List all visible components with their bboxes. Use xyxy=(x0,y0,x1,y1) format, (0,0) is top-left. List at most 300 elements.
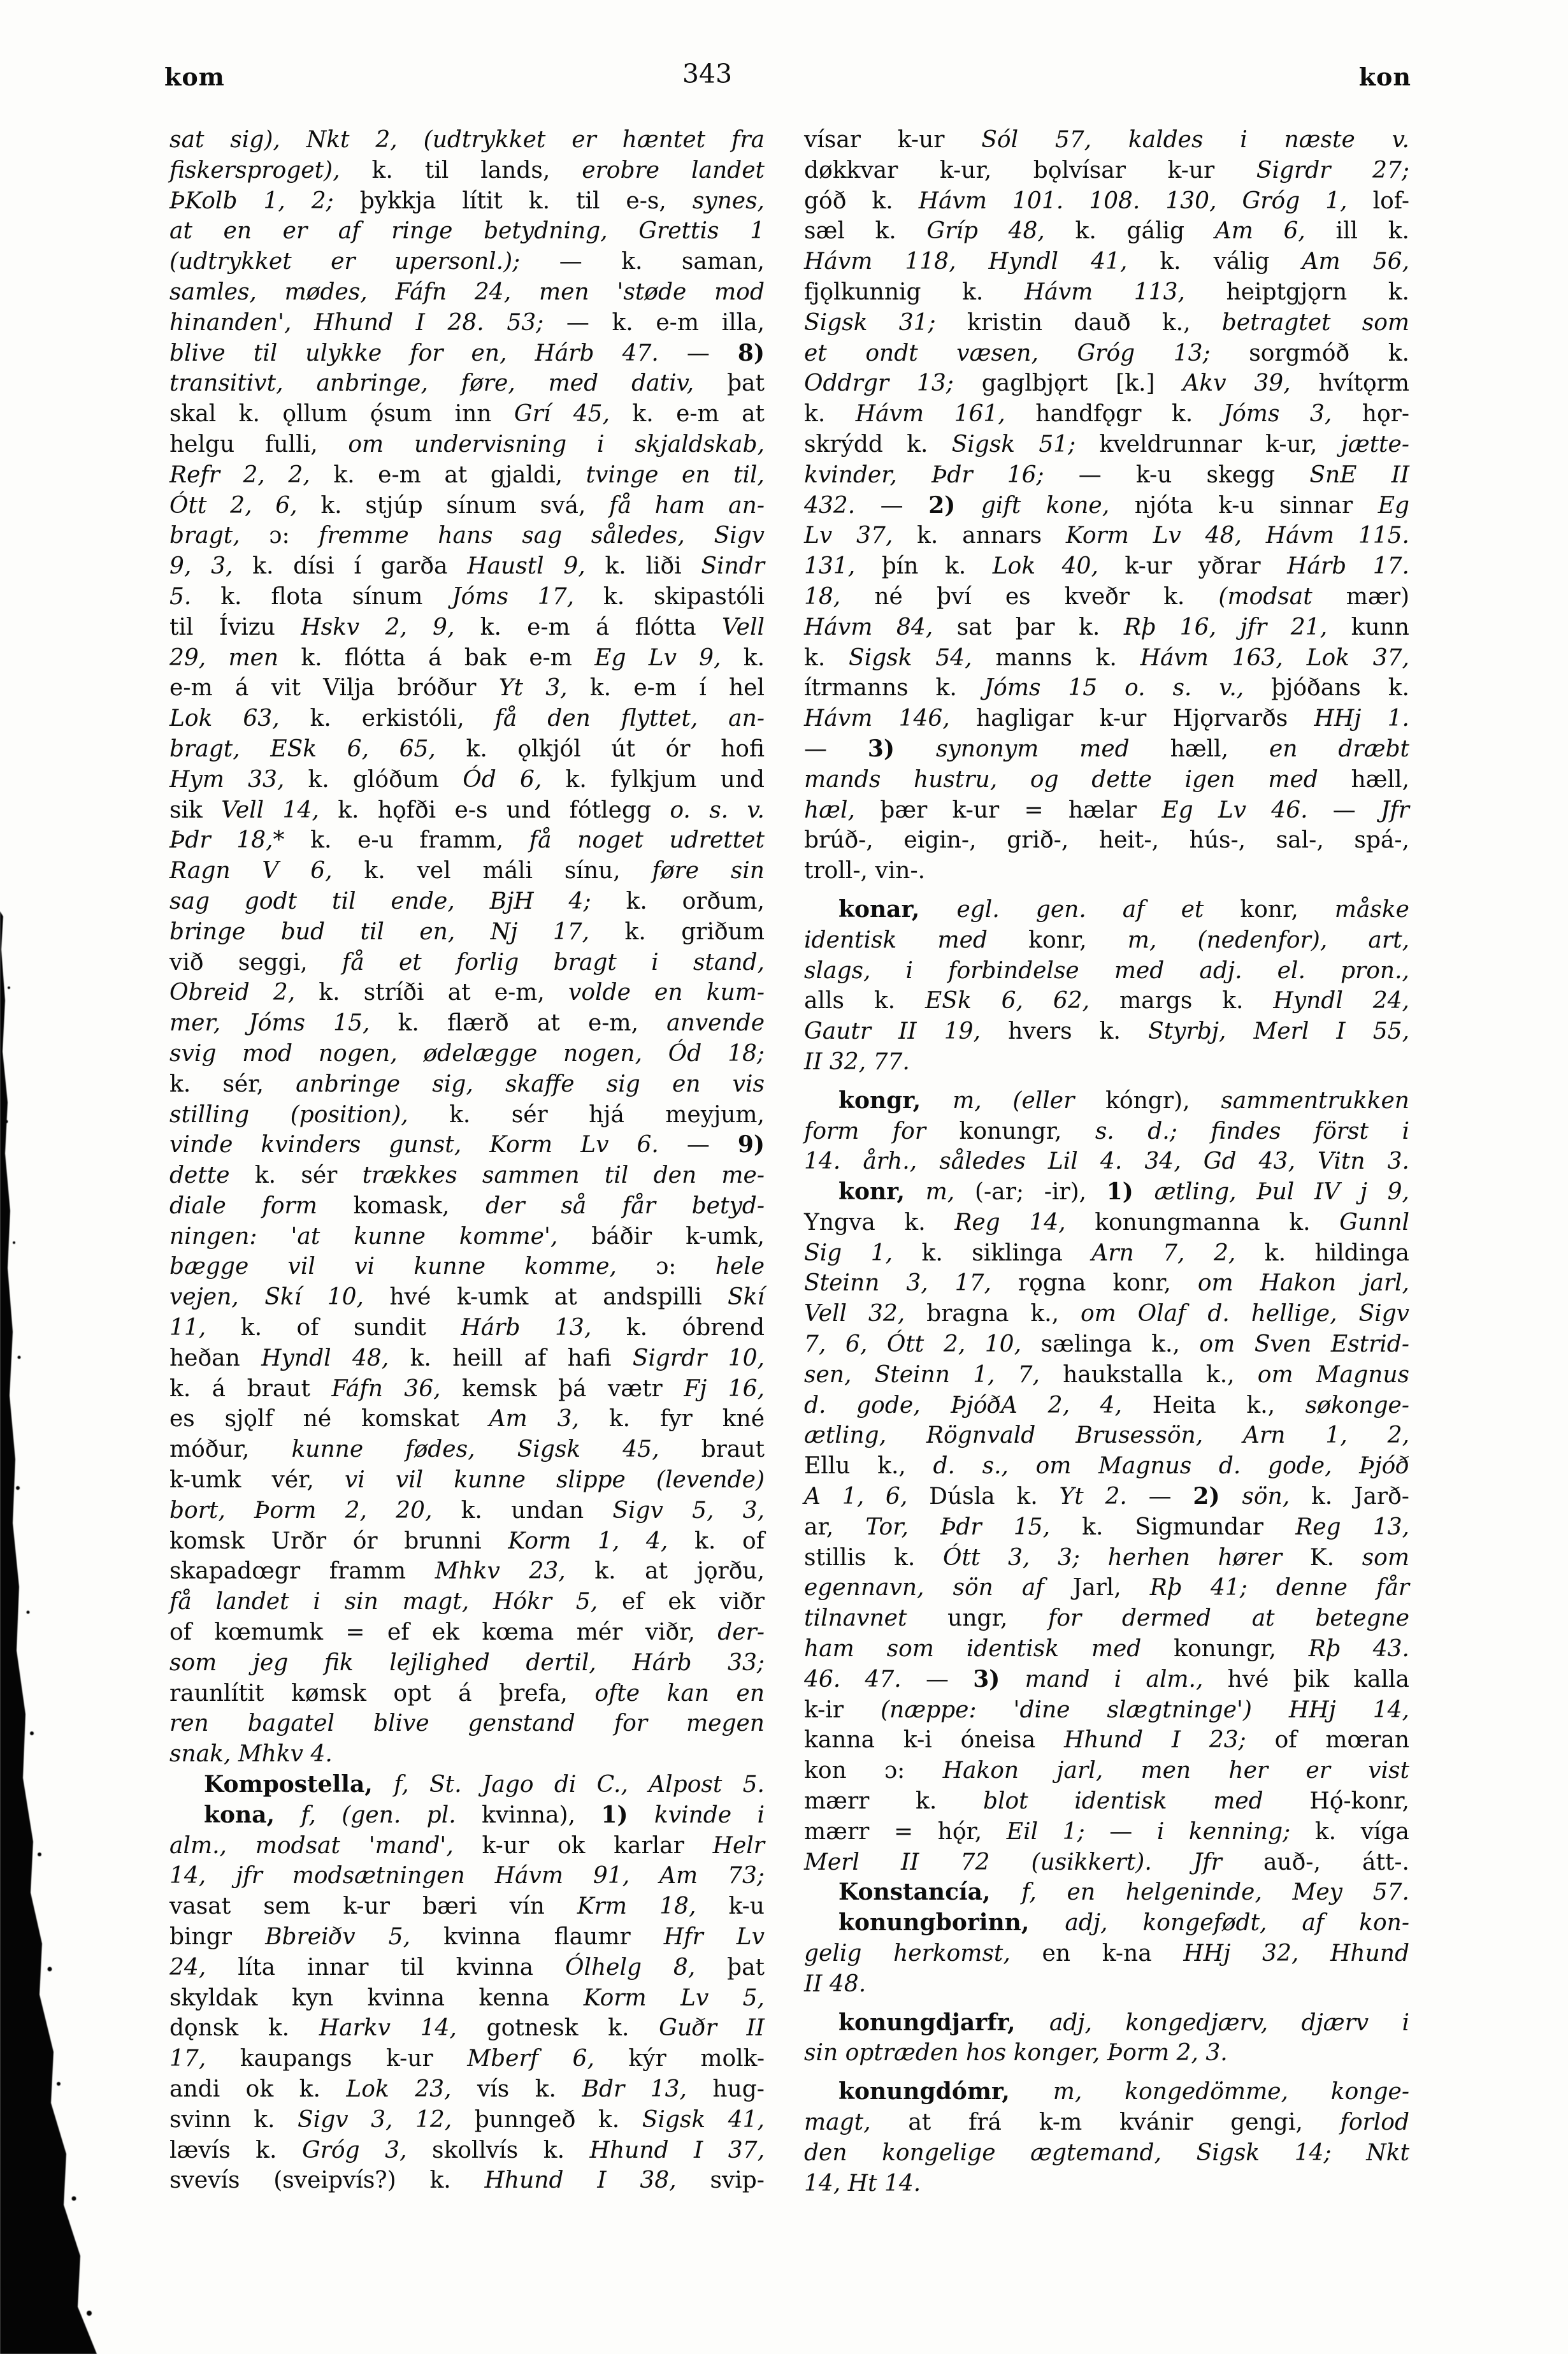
text-run: måske xyxy=(1334,896,1409,923)
text-run: kvinder, Þdr 16; xyxy=(804,461,1079,488)
text-run: 5. xyxy=(169,583,221,610)
text-run: egl. gen. af et xyxy=(956,896,1241,923)
text-line xyxy=(169,1404,765,1434)
text-run: k. sér hjá meyjum, xyxy=(449,1101,765,1128)
text-line xyxy=(804,1177,1409,1208)
text-run: Fj 16, xyxy=(684,1375,765,1402)
text-line xyxy=(804,734,1409,765)
text-line xyxy=(169,1252,765,1282)
text-run: ef ek viðr xyxy=(621,1589,765,1615)
text-run: kongr, xyxy=(838,1087,953,1114)
text-run: form for xyxy=(804,1118,960,1145)
text-run: svip- xyxy=(710,2167,765,2194)
text-run: Dúsla k. xyxy=(929,1484,1060,1510)
text-line xyxy=(804,1725,1409,1756)
text-run: sorgmóð k. xyxy=(1249,340,1409,366)
text-line xyxy=(169,2013,765,2044)
text-run: bægge vil vi kunne komme, xyxy=(169,1253,656,1280)
text-run: k. sér, xyxy=(169,1071,296,1097)
text-run: en dræbt xyxy=(1269,735,1409,762)
text-run: gelig herkomst, xyxy=(804,1940,1042,1967)
running-head-right: kon xyxy=(1358,62,1411,91)
text-run: erobre landet xyxy=(582,157,765,184)
text-line xyxy=(169,1739,765,1770)
text-run: es sjǫlf né komskat xyxy=(169,1406,489,1433)
text-run: 8) xyxy=(737,339,765,366)
text-run: synonym med xyxy=(935,735,1170,762)
text-run: svinn k. xyxy=(169,2106,298,2133)
text-run: hug- xyxy=(712,2076,765,2102)
text-run: (udtrykket er upersonl.); xyxy=(169,249,559,275)
text-line xyxy=(804,1786,1409,1817)
text-run: raunlítit kømsk opt á þrefa, xyxy=(169,1680,595,1707)
text-run: Hskv 2, 9, xyxy=(301,614,480,640)
text-run: Sigsk 51; xyxy=(951,431,1100,458)
text-line xyxy=(169,825,765,856)
text-run: Eg Lv 9, xyxy=(594,644,744,671)
text-line xyxy=(169,1983,765,2014)
text-run: þat xyxy=(727,1954,765,1981)
text-run: mands hustru, og dette igen med xyxy=(804,766,1351,793)
text-run: Mhkv 23, xyxy=(435,1558,595,1585)
text-line xyxy=(169,856,765,886)
text-run: Hárb 13, xyxy=(461,1315,626,1341)
text-run: Obreid 2, xyxy=(169,979,319,1006)
text-run: k. víga xyxy=(1314,1818,1410,1845)
text-run: kveldrunnar k-ur, xyxy=(1099,431,1341,458)
text-run: kristin dauð k., xyxy=(967,309,1222,336)
text-line xyxy=(169,1861,765,1891)
text-run: føre sin xyxy=(652,858,765,885)
text-run: forlod xyxy=(1340,2109,1410,2135)
text-line xyxy=(804,1208,1409,1238)
text-run: Refr 2, 2, xyxy=(169,461,334,488)
text-run: transitivt, anbringe, føre, med dativ, xyxy=(169,370,728,397)
text-run: bragt, xyxy=(169,523,270,549)
text-line xyxy=(169,1465,765,1496)
text-run: om Olaf d. hellige, Sigv xyxy=(1080,1301,1409,1327)
text-run: mærr = hǫ́r, xyxy=(804,1818,1007,1845)
text-run: ætling, Þul IV j 9, xyxy=(1154,1179,1409,1206)
text-line xyxy=(804,1146,1409,1177)
text-line xyxy=(169,1160,765,1191)
text-run: — k-u skegg xyxy=(1078,461,1310,488)
text-run: ham som identisk med xyxy=(804,1636,1174,1663)
text-run: þykkja lítit k. til e-s, xyxy=(359,187,693,214)
text-line xyxy=(804,1451,1409,1482)
text-run: góð k. xyxy=(804,187,919,214)
text-run: mer, Jóms 15, xyxy=(169,1010,398,1037)
text-line xyxy=(169,795,765,826)
text-run: få ham an- xyxy=(609,492,765,519)
text-run: få noget udrettet xyxy=(529,827,765,854)
text-run: mær) xyxy=(1346,583,1410,610)
text-run: (modsat xyxy=(1218,583,1346,610)
text-run: lævís k. xyxy=(169,2137,302,2163)
text-run: k. til lands, xyxy=(371,157,582,184)
text-run: trækkes sammen til den me- xyxy=(362,1162,765,1189)
text-run: sat sig), Nkt 2, (udtrykket er hæntet fra xyxy=(169,127,765,153)
text-line xyxy=(804,956,1409,986)
text-line xyxy=(169,1100,765,1130)
text-line xyxy=(804,2107,1409,2138)
text-run: m, (nedenfor), art, xyxy=(1127,927,1409,953)
text-run: k. á braut xyxy=(169,1375,332,1402)
text-line xyxy=(169,582,765,612)
text-line xyxy=(804,1016,1409,1047)
text-run: kýr molk- xyxy=(628,2046,765,2072)
text-run: Ólhelg 8, xyxy=(565,1954,728,1981)
text-run: k. óbrend xyxy=(626,1315,765,1341)
text-run: identisk med xyxy=(804,927,1029,953)
text-run: vasat sem k-ur bæri vín xyxy=(169,1893,577,1920)
text-run: blot identisk med xyxy=(982,1788,1310,1815)
text-line xyxy=(169,643,765,674)
text-run: kanna k-i óneisa xyxy=(804,1727,1065,1754)
text-line xyxy=(169,1648,765,1679)
text-run: om Magnus xyxy=(1257,1361,1410,1388)
text-run: hæl, xyxy=(804,797,881,823)
text-run: 46. 47. xyxy=(804,1666,926,1693)
text-run: Korm Lv 48, Hávm 115. xyxy=(1065,523,1409,549)
text-line xyxy=(804,925,1409,956)
text-run: Sigv 3, 12, xyxy=(298,2106,475,2133)
text-line xyxy=(169,551,765,582)
text-run: Am 3, xyxy=(489,1406,609,1433)
text-run: mærr k. xyxy=(804,1788,983,1815)
text-run: Yt 2. xyxy=(1059,1484,1149,1510)
text-run: k. dísi í garða xyxy=(252,553,468,580)
text-line xyxy=(804,460,1409,491)
text-run: margs k. xyxy=(1119,988,1274,1015)
text-line xyxy=(169,734,765,765)
text-line xyxy=(169,430,765,460)
text-run: k. e-m á flótta xyxy=(480,614,722,640)
text-run: at frá k-m kvánir gengi, xyxy=(908,2109,1341,2135)
text-run: anvende xyxy=(666,1010,765,1037)
text-run: k. glóðum xyxy=(308,766,463,793)
text-run: 18, xyxy=(804,583,875,610)
text-run: ningen: 'at kunne komme', xyxy=(169,1223,592,1250)
text-run: k. xyxy=(804,644,849,671)
text-run: Ód 6, xyxy=(463,766,566,793)
text-run: e-m á vit Vilja bróður xyxy=(169,675,499,702)
text-run: snak, Mhkv 4. xyxy=(169,1741,333,1768)
text-line xyxy=(169,125,765,155)
text-run: Sigsk 54, xyxy=(849,644,996,671)
text-run: Reg 14, xyxy=(954,1209,1095,1236)
text-line xyxy=(804,1847,1409,1878)
text-run: 17, xyxy=(169,2046,240,2072)
text-run: der- xyxy=(717,1619,765,1646)
text-run: k. stríði at e-m, xyxy=(319,979,569,1006)
text-line xyxy=(804,1268,1409,1299)
text-run: skapadœgr framm xyxy=(169,1558,435,1585)
text-run: hagligar k-ur Hjǫrvarðs xyxy=(975,705,1314,732)
text-run: komask, xyxy=(353,1192,486,1219)
text-line xyxy=(804,795,1409,826)
text-run: døkkvar k-ur, bǫlvísar k-ur xyxy=(804,157,1256,184)
text-line xyxy=(804,1116,1409,1147)
text-line xyxy=(169,1953,765,1983)
text-run: k. Sigmundar xyxy=(1082,1513,1296,1540)
text-run: lof- xyxy=(1372,187,1409,214)
text-run: svevís (sveipvís?) k. xyxy=(169,2167,485,2194)
text-run: Akv 39, xyxy=(1183,370,1319,397)
text-line xyxy=(169,2074,765,2105)
text-run: — xyxy=(880,492,929,519)
text-run: dette xyxy=(169,1162,255,1189)
text-run: konar, xyxy=(838,895,957,923)
text-run: Am 56, xyxy=(1302,249,1409,275)
text-line xyxy=(804,247,1409,277)
text-run: andi ok k. xyxy=(169,2076,347,2102)
text-run: rǫgna konr, xyxy=(1018,1270,1198,1297)
text-line xyxy=(169,368,765,399)
text-run: k. flota sínum xyxy=(220,583,452,610)
text-run: hinanden', Hhund I 28. 53; xyxy=(169,309,566,336)
text-run: adj, kongedjærv, djærv i xyxy=(1049,2009,1409,2036)
text-run: Hǫ́-konr, xyxy=(1309,1788,1409,1815)
text-run: s. d.; findes först i xyxy=(1095,1118,1409,1145)
text-run: Jóms 3, xyxy=(1223,401,1362,428)
text-line xyxy=(804,2038,1409,2069)
text-run: ill k. xyxy=(1335,218,1409,245)
text-line xyxy=(804,1877,1409,1908)
text-run: fjǫlkunnig k. xyxy=(804,278,1025,305)
text-line xyxy=(169,1282,765,1313)
text-run: 2) xyxy=(1193,1483,1242,1510)
text-run: k. e-m at xyxy=(632,401,765,428)
text-run: adj, kongefødt, af kon- xyxy=(1065,1910,1409,1937)
text-run: sik xyxy=(169,797,222,823)
text-run: fiskersproget), xyxy=(169,157,372,184)
text-line xyxy=(804,338,1409,369)
text-run: Vell 14, xyxy=(221,797,338,823)
text-run: Konstancía, xyxy=(838,1879,1022,1906)
text-run: heiptgjǫrn k. xyxy=(1226,278,1410,305)
text-line xyxy=(804,582,1409,612)
text-run: Sigv 5, 3, xyxy=(612,1497,765,1524)
text-run: f, en helgeninde, Mey 57. xyxy=(1021,1879,1409,1906)
text-line xyxy=(169,491,765,521)
text-run: braut xyxy=(701,1436,765,1463)
text-run: Ótt 2, 6, xyxy=(169,492,321,519)
text-line xyxy=(804,765,1409,795)
text-run: 1) xyxy=(601,1801,654,1828)
text-line xyxy=(804,673,1409,704)
text-line xyxy=(169,1708,765,1739)
text-line xyxy=(804,1512,1409,1543)
text-run: synes, xyxy=(692,187,765,214)
text-run: Ragn V 6, xyxy=(169,858,364,885)
text-run: stillis k. xyxy=(804,1544,943,1571)
text-run: Sigsk 41, xyxy=(642,2106,765,2133)
text-run: — xyxy=(1332,797,1381,823)
text-run: egennavn, sön af xyxy=(804,1575,1073,1601)
text-run: troll-, vin-. xyxy=(804,858,926,885)
text-run: — xyxy=(1148,1484,1193,1510)
text-run: Sigrdr 10, xyxy=(632,1345,765,1371)
text-run: vejen, Skí 10, xyxy=(169,1284,390,1311)
text-run: — xyxy=(686,1132,738,1159)
text-run: k. annars xyxy=(917,523,1066,549)
text-run: om Hakon jarl, xyxy=(1197,1270,1410,1297)
text-run: 2) xyxy=(928,491,981,519)
text-run: ar, xyxy=(804,1513,866,1540)
text-run: Gróg 3, xyxy=(301,2137,432,2163)
text-run: Sindr xyxy=(701,553,765,580)
text-line xyxy=(804,1329,1409,1360)
text-run: Harkv 14, xyxy=(319,2015,487,2042)
text-line xyxy=(169,1039,765,1069)
text-run: Hyndl 48, xyxy=(261,1345,410,1371)
text-run: kóngr), xyxy=(1105,1087,1221,1114)
text-line xyxy=(169,460,765,491)
text-run: HHj 1. xyxy=(1314,705,1410,732)
text-run: Heita k., xyxy=(1152,1392,1305,1419)
text-line xyxy=(804,1482,1409,1512)
text-run: m, kongedömme, konge- xyxy=(1053,2079,1409,2105)
text-run: k. at jǫrðu, xyxy=(594,1558,765,1585)
text-run: Hhund I 38, xyxy=(484,2167,710,2194)
text-run: konr, xyxy=(1240,896,1335,923)
text-run: 131, xyxy=(804,553,882,580)
text-run: HHj 32, Hhund xyxy=(1183,1940,1409,1967)
text-run: hvé þik kalla xyxy=(1227,1666,1410,1693)
text-run: Guðr II xyxy=(659,2015,765,2042)
text-run: kemsk þá vætr xyxy=(462,1375,684,1402)
text-line xyxy=(169,155,765,186)
text-run: vinde kvinders gunst, Korm Lv 6. xyxy=(169,1132,687,1159)
text-line xyxy=(169,1434,765,1465)
text-run: bragna k., xyxy=(926,1301,1081,1327)
text-line xyxy=(804,1969,1409,2000)
text-line xyxy=(169,1556,765,1587)
text-run: mand i alm., xyxy=(1025,1666,1228,1693)
text-run: samles, mødes, Fáfn 24, men 'støde mod xyxy=(169,278,765,305)
text-line xyxy=(804,216,1409,247)
text-line xyxy=(169,704,765,734)
text-run: handfǫgr k. xyxy=(1035,401,1223,428)
text-run: Yngva k. xyxy=(804,1209,955,1236)
text-line xyxy=(804,986,1409,1016)
text-run: skollvís k. xyxy=(431,2137,590,2163)
text-run: m, xyxy=(925,1179,975,1206)
text-line xyxy=(169,2135,765,2166)
text-line xyxy=(169,2105,765,2135)
text-run: sag godt til ende, BjH 4; xyxy=(169,888,626,914)
text-run: njóta k-u sinnar xyxy=(1134,492,1378,519)
text-run: of kœmumk = ef ek kœma mér viðr, xyxy=(169,1619,718,1646)
text-run: Lv 37, xyxy=(804,523,917,549)
text-run: kunne fødes, Sigsk 45, xyxy=(291,1436,701,1463)
text-run: né því es kveðr k. xyxy=(874,583,1219,610)
text-run: þat xyxy=(727,370,765,397)
text-line xyxy=(804,1543,1409,1573)
text-run: Vell xyxy=(721,614,765,640)
text-line xyxy=(169,765,765,795)
text-run: en k-na xyxy=(1042,1940,1184,1967)
text-run: k. Jarð- xyxy=(1311,1484,1409,1510)
text-run: sælinga k., xyxy=(1040,1331,1200,1358)
text-run: — xyxy=(686,340,738,366)
text-run: k. fyr kné xyxy=(608,1406,765,1433)
text-run: sat þar k. xyxy=(956,614,1124,640)
text-run: ren bagatel blive genstand for megen xyxy=(169,1710,765,1737)
text-line xyxy=(169,1831,765,1861)
text-run: tilnavnet xyxy=(804,1605,948,1632)
text-line xyxy=(169,917,765,948)
text-run: k. stjúp sínum svá, xyxy=(320,492,610,519)
text-run: þær k-ur = hælar xyxy=(880,797,1162,823)
text-run: jætte- xyxy=(1341,431,1409,458)
text-run: konungmanna k. xyxy=(1095,1209,1340,1236)
text-run: konungdómr, xyxy=(838,2078,1053,2105)
text-line xyxy=(804,2169,1409,2199)
text-line xyxy=(804,1238,1409,1269)
text-run: o. s. v. xyxy=(670,797,765,823)
text-run: haukstalla k., xyxy=(1063,1361,1258,1388)
text-line xyxy=(804,1939,1409,1969)
text-run: Hakon jarl, men her er vist xyxy=(942,1758,1409,1784)
text-run: f, (gen. pl. xyxy=(301,1802,482,1828)
text-run: sin optræden hos konger, Þorm 2, 3. xyxy=(804,2040,1228,2067)
text-run: Hávm 118, Hyndl 41, xyxy=(804,249,1160,275)
text-line xyxy=(169,978,765,1008)
text-line xyxy=(804,1817,1409,1847)
text-run: báðir k-umk, xyxy=(591,1223,765,1250)
text-run: kunn xyxy=(1351,614,1409,640)
text-run: Korm 1, 4, xyxy=(508,1527,695,1554)
text-run: Kompostella, xyxy=(204,1771,394,1798)
text-line xyxy=(169,308,765,338)
text-run: k. undan xyxy=(461,1497,613,1524)
text-run: hvé k-umk at andspilli xyxy=(389,1284,728,1311)
text-run: hæll, xyxy=(1351,766,1409,793)
text-run: 14, jfr modsætningen Hávm 91, Am 73; xyxy=(169,1863,765,1889)
text-run: Fáfn 36, xyxy=(331,1375,462,1402)
text-run: få landet i sin magt, Hókr 5, xyxy=(169,1589,622,1615)
text-run: om undervisning i skjaldskab, xyxy=(348,431,765,458)
text-line xyxy=(169,1222,765,1252)
text-line xyxy=(169,399,765,430)
text-run: 9) xyxy=(737,1131,765,1159)
text-run: Lok 63, xyxy=(169,705,310,732)
text-run: konungr, xyxy=(959,1118,1095,1145)
text-run: få den flyttet, an- xyxy=(494,705,765,732)
text-line xyxy=(169,216,765,247)
text-run: kon ɔ: xyxy=(804,1758,943,1784)
text-run: k. flótta á bak e-m xyxy=(301,644,595,671)
text-line xyxy=(169,186,765,217)
text-run: Sig 1, xyxy=(804,1239,922,1266)
text-line xyxy=(169,1313,765,1343)
text-run: bringe bud til en, Nj 17, xyxy=(169,918,625,945)
text-line xyxy=(804,399,1409,430)
text-run: alls k. xyxy=(804,988,925,1015)
text-run: Hávm 161, xyxy=(855,401,1036,428)
text-run: Grí 45, xyxy=(514,401,633,428)
text-run: tvinge en til, xyxy=(586,461,765,488)
text-run: Ótt 3, 3; herhen hører xyxy=(942,1544,1310,1571)
text-run: Arn 7, 2, xyxy=(1091,1239,1265,1266)
text-line xyxy=(804,1664,1409,1695)
text-run: sæl k. xyxy=(804,218,927,245)
text-run: Gunnl xyxy=(1339,1209,1410,1236)
text-run: Ellu k., xyxy=(804,1453,933,1480)
text-line xyxy=(804,186,1409,217)
